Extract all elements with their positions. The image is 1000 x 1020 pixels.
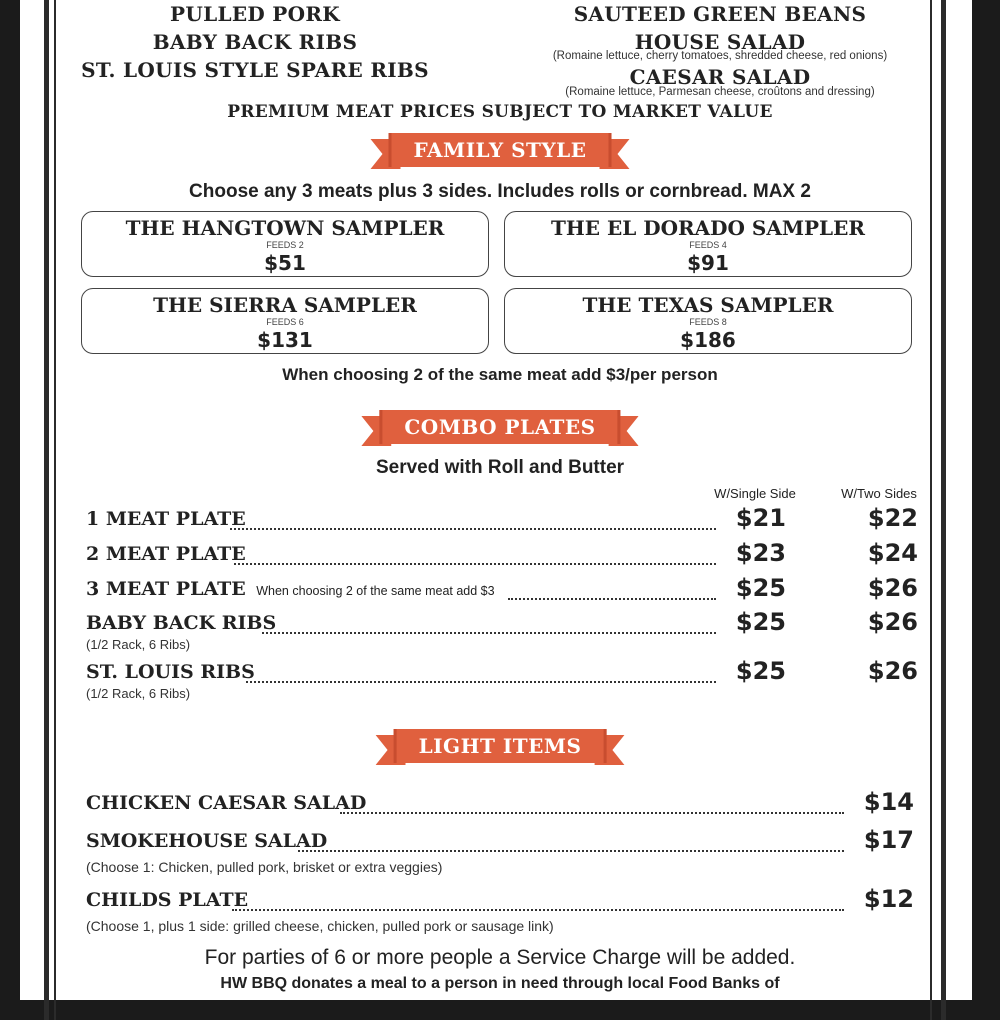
price-two-sides: $26 — [867, 574, 918, 602]
sampler-feeds: FEEDS 2 — [266, 240, 304, 250]
item-name: 2 MEAT PLATE — [86, 543, 246, 565]
item-name: ST. LOUIS RIBS — [86, 661, 255, 683]
price-two-sides: $24 — [867, 539, 918, 567]
item-name: SMOKEHOUSE SALAD — [86, 830, 328, 852]
dot-leader — [340, 812, 844, 814]
sampler-name: THE SIERRA SAMPLER — [153, 293, 417, 317]
side-item-green-beans: SAUTEED GREEN BEANS — [573, 2, 867, 26]
combo-row-2-meat — [86, 543, 246, 573]
meat-item-pulled-pork: PULLED PORK — [170, 2, 340, 26]
sampler-feeds: FEEDS 6 — [266, 317, 304, 327]
family-style-intro: Choose any 3 meats plus 3 sides. Includes rolls or cornbread. MAX 2 — [189, 181, 811, 202]
dot-leader — [230, 528, 716, 530]
item-name: BABY BACK RIBS — [86, 612, 277, 634]
item-subnote: (1/2 Rack, 6 Ribs) — [86, 637, 191, 652]
item-note: When choosing 2 of the same meat add $3 — [256, 584, 495, 598]
house-salad-note: (Romaine lettuce, cherry tomatoes, shredded cheese, red onions) — [552, 50, 888, 62]
dot-leader — [262, 632, 716, 634]
price-two-sides: $26 — [867, 608, 918, 636]
service-charge-note: For parties of 6 or more people a Service Charge will be added. — [204, 946, 796, 969]
item-subnote: (Choose 1: Chicken, pulled pork, brisket or extra veggies) — [86, 859, 443, 875]
sampler-price: $91 — [687, 251, 729, 275]
caesar-salad-note: (Romaine lettuce, Parmesan cheese, croûtons and dressing) — [565, 86, 875, 98]
item-name: 3 MEAT PLATE — [86, 578, 246, 600]
item-subnote: (Choose 1, plus 1 side: grilled cheese, chicken, pulled pork or sausage link) — [86, 918, 554, 934]
price-single-side: $25 — [735, 574, 786, 602]
light-items-title: LIGHT ITEMS — [394, 729, 607, 763]
meat-item-baby-back-ribs: BABY BACK RIBS — [152, 30, 358, 54]
sampler-name: THE EL DORADO SAMPLER — [551, 216, 865, 240]
light-row-childs-plate — [86, 889, 248, 919]
dot-leader — [246, 681, 716, 683]
family-style-title: FAMILY STYLE — [389, 133, 612, 167]
family-style-banner — [389, 133, 612, 171]
price-two-sides: $22 — [867, 504, 918, 532]
same-meat-note: When choosing 2 of the same meat add $3/per person — [282, 365, 718, 384]
item-name: CHILDS PLATE — [86, 889, 249, 911]
sampler-price: $186 — [680, 328, 736, 352]
combo-plates-banner — [379, 410, 620, 448]
combo-plates-title: COMBO PLATES — [379, 410, 620, 444]
sampler-box-texas — [504, 288, 912, 354]
item-price: $14 — [863, 788, 914, 816]
sampler-name: THE TEXAS SAMPLER — [582, 293, 834, 317]
column-header-single-side: W/Single Side — [714, 486, 796, 501]
sampler-box-el-dorado — [504, 211, 912, 277]
dot-leader — [508, 598, 716, 600]
sampler-feeds: FEEDS 4 — [689, 240, 727, 250]
combo-row-3-meat — [86, 578, 495, 608]
item-price: $12 — [863, 885, 914, 913]
price-single-side: $25 — [735, 657, 786, 685]
sampler-price: $51 — [264, 251, 306, 275]
side-item-caesar-salad: CAESAR SALAD — [629, 65, 811, 89]
sampler-feeds: FEEDS 8 — [689, 317, 727, 327]
premium-meat-note: PREMIUM MEAT PRICES SUBJECT TO MARKET VALUE — [227, 102, 773, 122]
price-two-sides: $26 — [867, 657, 918, 685]
light-row-chicken-caesar — [86, 792, 366, 822]
item-price: $17 — [863, 826, 914, 854]
dot-leader — [234, 563, 716, 565]
combo-plates-subtitle: Served with Roll and Butter — [375, 457, 625, 478]
item-name: 1 MEAT PLATE — [86, 508, 246, 530]
column-header-two-sides: W/Two Sides — [841, 486, 917, 501]
price-single-side: $25 — [735, 608, 786, 636]
item-name: CHICKEN CAESAR SALAD — [86, 792, 367, 814]
light-items-banner — [394, 729, 607, 767]
light-row-smokehouse-salad — [86, 830, 327, 860]
combo-row-1-meat — [86, 508, 246, 538]
dot-leader — [298, 850, 844, 852]
donation-note: HW BBQ donates a meal to a person in need through local Food Banks of — [220, 975, 780, 992]
item-subnote: (1/2 Rack, 6 Ribs) — [86, 686, 191, 701]
sampler-box-sierra — [81, 288, 489, 354]
meat-item-st-louis-ribs: ST. LOUIS STYLE SPARE RIBS — [81, 58, 429, 82]
sampler-price: $131 — [257, 328, 313, 352]
sampler-name: THE HANGTOWN SAMPLER — [125, 216, 445, 240]
sampler-box-hangtown — [81, 211, 489, 277]
price-single-side: $21 — [735, 504, 786, 532]
dot-leader — [232, 909, 844, 911]
side-item-house-salad: HOUSE SALAD — [634, 30, 806, 54]
price-single-side: $23 — [735, 539, 786, 567]
